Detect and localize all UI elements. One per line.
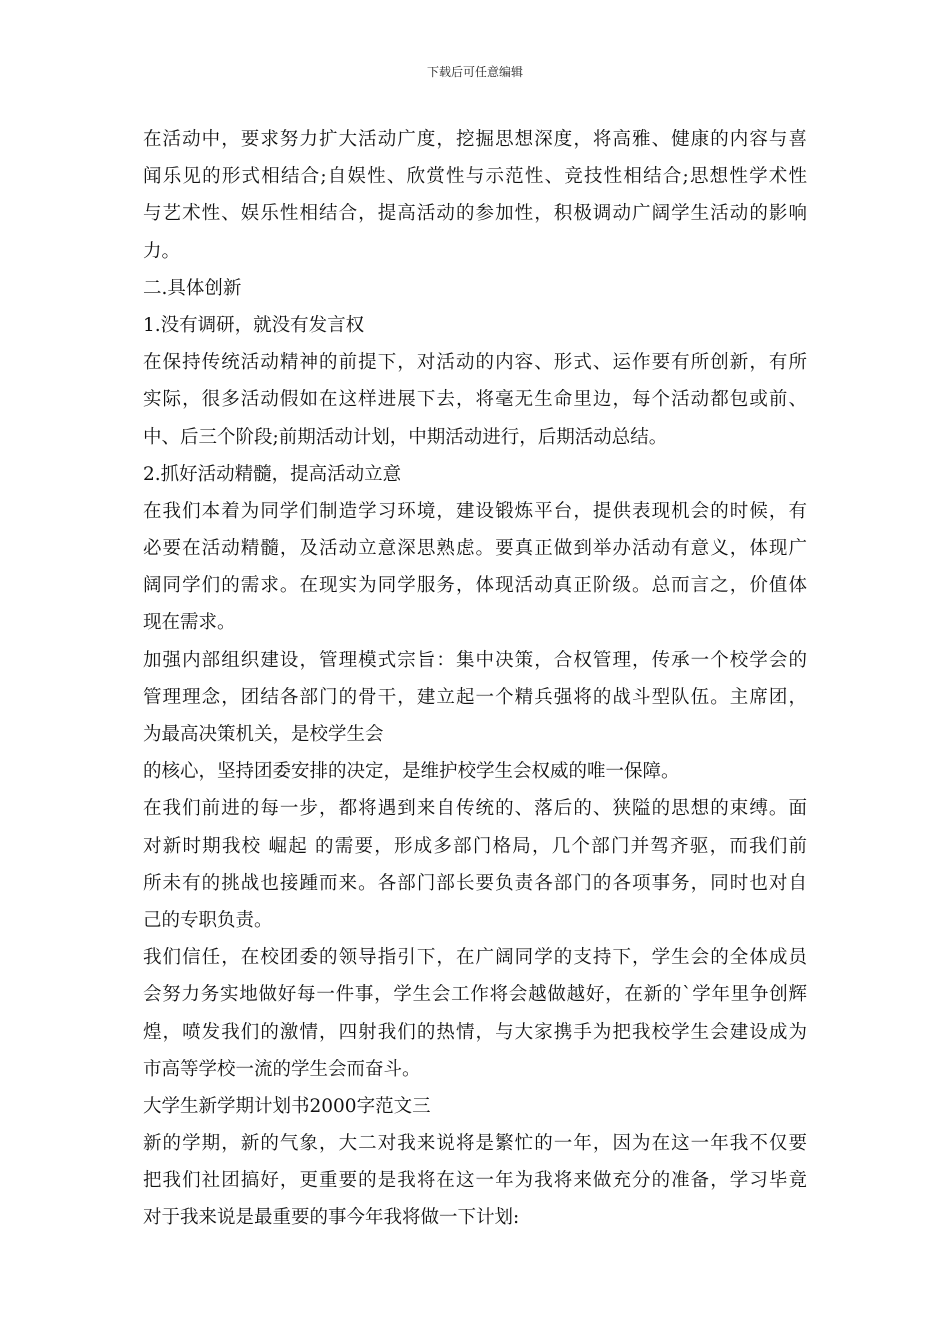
text-line: 二.具体创新 <box>143 277 242 299</box>
text-line: 对于我来说是最重要的事今年我将做一下计划: <box>143 1207 520 1229</box>
text-line: 把我们社团搞好，更重要的是我将在这一年为我将来做充分的准备，学习毕竟 <box>143 1170 807 1192</box>
text-line: 在保持传统活动精神的前提下，对活动的内容、形式、运作要有所创新，有所 <box>143 352 807 374</box>
text-line: 我们信任，在校团委的领导指引下，在广阔同学的支持下，学生会的全体成员 <box>143 947 807 969</box>
text-line: 管理理念，团结各部门的骨干，建立起一个精兵强将的战斗型队伍。主席团， <box>143 686 807 708</box>
document-body <box>143 121 807 1237</box>
paragraph <box>143 642 807 754</box>
paragraph <box>143 307 807 344</box>
text-line: 必要在活动精髓，及活动立意深思熟虑。要真正做到举办活动有意义，体现广 <box>143 538 807 560</box>
paragraph <box>143 790 807 939</box>
paragraph <box>143 1088 807 1125</box>
text-line: 己的专职负责。 <box>143 909 273 931</box>
text-line: 现在需求。 <box>143 612 236 634</box>
text-line: 对新时期我校 崛起 的需要，形成多部门格局，几个部门并驾齐驱，而我们前 <box>143 835 807 857</box>
page-header: 下载后可任意编辑 <box>426 65 523 79</box>
paragraph <box>143 344 807 456</box>
text-line: 市高等学校一流的学生会而奋斗。 <box>143 1058 421 1080</box>
text-line: 为最高决策机关，是校学生会 <box>143 724 384 745</box>
paragraph <box>143 493 807 642</box>
text-line: 加强内部组织建设，管理模式宗旨：集中决策，合权管理，传承一个校学会的 <box>143 649 807 671</box>
text-line: 与艺术性、娱乐性相结合，提高活动的参加性，积极调动广阔学生活动的影响 <box>143 203 807 225</box>
text-line: 在我们本着为同学们制造学习环境，建设锻炼平台，提供表现机会的时候，有 <box>143 500 807 522</box>
text-line: 所未有的挑战也接踵而来。各部门部长要负责各部门的各项事务，同时也对自 <box>143 872 807 894</box>
text-line: 在我们前进的每一步，都将遇到来自传统的、落后的、狭隘的思想的束缚。面 <box>143 798 807 820</box>
text-line: 大学生新学期计划书2000字范文三 <box>143 1095 431 1117</box>
text-line: 的核心，坚持团委安排的决定，是维护校学生会权威的唯一保障。 <box>143 761 680 783</box>
text-line: 阔同学们的需求。在现实为同学服务，体现活动真正阶级。总而言之，价值体 <box>143 575 807 597</box>
text-line: 力。 <box>143 240 181 262</box>
text-line: 在活动中，要求努力扩大活动广度，挖掘思想深度，将高雅、健康的内容与喜 <box>143 129 807 150</box>
paragraph <box>143 753 807 790</box>
text-line: 中、后三个阶段;前期活动计划，中期活动进行，后期活动总结。 <box>143 426 668 448</box>
paragraph <box>143 1125 807 1237</box>
paragraph <box>143 939 807 1088</box>
paragraph <box>143 121 807 270</box>
paragraph <box>143 270 807 307</box>
text-line: 1.没有调研，就没有发言权 <box>143 314 365 336</box>
text-line: 2.抓好活动精髓，提高活动立意 <box>143 463 402 485</box>
text-line: 会努力务实地做好每一件事，学生会工作将会越做越好，在新的`学年里争创辉 <box>143 984 807 1006</box>
paragraph <box>143 456 807 493</box>
text-line: 实际，很多活动假如在这样进展下去，将毫无生命里边，每个活动都包或前、 <box>143 389 807 411</box>
text-line: 煌，喷发我们的激情，四射我们的热情，与大家携手为把我校学生会建设成为 <box>143 1021 807 1043</box>
text-line: 新的学期，新的气象，大二对我来说将是繁忙的一年，因为在这一年我不仅要 <box>143 1133 807 1155</box>
text-line: 闻乐见的形式相结合;自娱性、欣赏性与示范性、竞技性相结合;思想性学术性 <box>143 166 807 188</box>
